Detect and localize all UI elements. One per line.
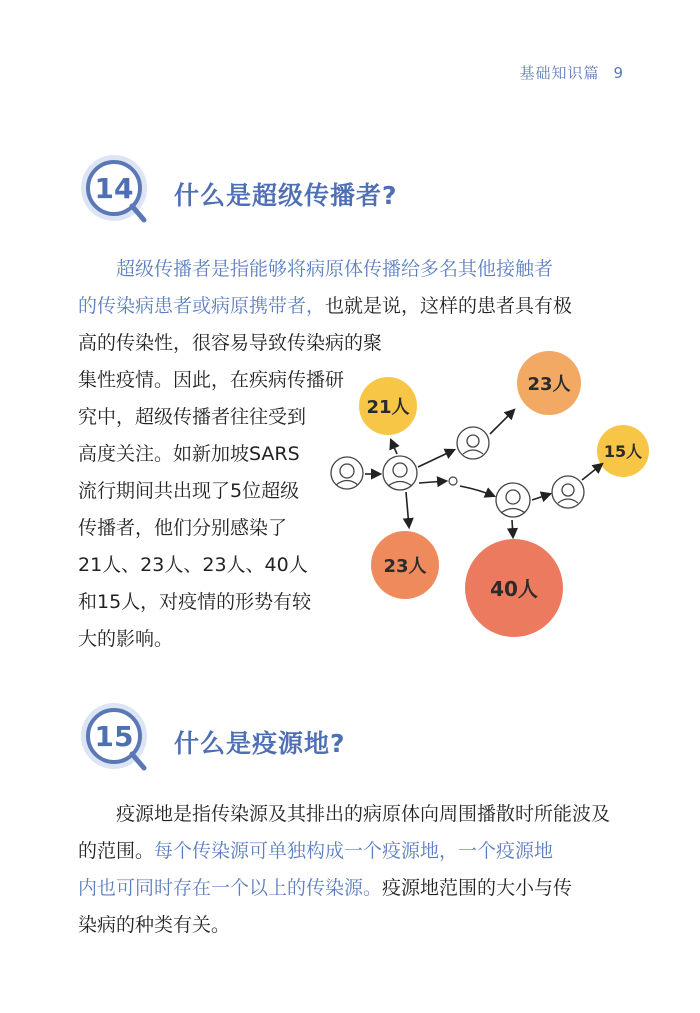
body-text: 流行期间共出现了5位超级 (78, 480, 300, 502)
person-node-source (331, 457, 363, 489)
person-node-upper (457, 427, 489, 459)
body-text: 高度关注。如新加坡SARS (78, 443, 300, 465)
para-line (78, 870, 648, 907)
question-title: 什么是超级传播者? (174, 181, 398, 210)
body-text: 疫源地是指传染源及其排出的病原体向周围播散时所能波及 (116, 803, 611, 825)
super-spreader-illustration (320, 340, 680, 650)
body-text: 究中，超级传播者往往受到 (78, 406, 307, 428)
highlight-text: 内也可同时存在一个以上的传染源。 (78, 877, 383, 899)
body-text: 集性疫情。因此，在疾病传播研 (78, 369, 345, 391)
label-23-top: 23人 (527, 374, 571, 395)
para-line (78, 288, 638, 325)
body-text: 的范围。 (78, 840, 155, 862)
para-line (78, 251, 638, 288)
para-line (78, 907, 648, 944)
body-text: 和15人，对疫情的形势有较 (78, 591, 312, 613)
label-21: 21人 (366, 397, 410, 418)
label-23-bottom: 23人 (383, 556, 427, 577)
label-40: 40人 (490, 577, 538, 601)
person-node-middle (496, 483, 530, 517)
label-15: 15人 (603, 442, 643, 461)
page-number: 9 (613, 64, 624, 82)
body-text: 染病的种类有关。 (78, 914, 231, 936)
para-line (78, 796, 648, 833)
para-line (78, 833, 648, 870)
highlight-text: 的传染病患者或病原携带者， (78, 295, 326, 317)
body-text: 高的传染性，很容易导致传染病的聚 (78, 332, 383, 354)
running-header (519, 62, 624, 83)
highlight-text: 每个传染源可单独构成一个疫源地，一个疫源地 (154, 840, 554, 862)
body-text: 也就是说，这样的患者具有极 (325, 295, 573, 317)
question-number: 14 (94, 172, 134, 205)
person-node-right (552, 476, 584, 508)
body-text: 疫源地范围的大小与传 (382, 877, 573, 899)
question-15-paragraph (78, 796, 648, 944)
body-text: 传播者，他们分别感染了 (78, 517, 288, 539)
question-number-icon (78, 700, 156, 778)
person-node-spreader (383, 456, 417, 490)
body-text: 大的影响。 (78, 628, 174, 650)
question-title: 什么是疫源地? (174, 729, 346, 758)
small-node (449, 477, 457, 485)
section-name: 基础知识篇 (519, 64, 600, 82)
question-number: 15 (94, 720, 134, 753)
body-text: 21人、23人、23人、40人 (78, 554, 308, 576)
question-number-icon (78, 152, 156, 230)
highlight-text: 超级传播者是指能够将病原体传播给多名其他接触者 (116, 258, 554, 280)
